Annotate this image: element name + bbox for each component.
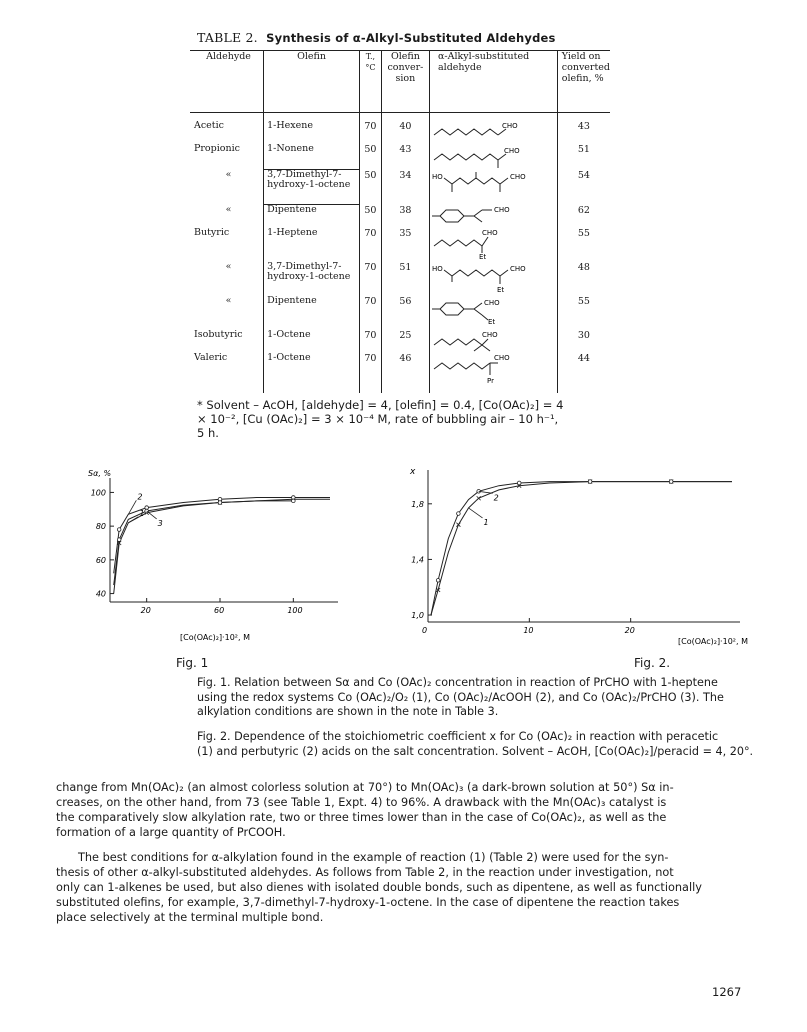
et-label: Et bbox=[497, 286, 505, 294]
cell-aldehyde: Valeric bbox=[194, 352, 228, 363]
et-label: Et bbox=[488, 318, 496, 326]
data-point bbox=[517, 481, 521, 485]
x-tick-label: 10 bbox=[523, 626, 534, 635]
series-label: 1 bbox=[483, 517, 489, 527]
cho-label: CHO bbox=[510, 172, 526, 181]
cell-temperature: 70 bbox=[360, 121, 382, 144]
y-tick-label: 1,0 bbox=[411, 611, 424, 621]
cell-olefin: 1-Hexene bbox=[264, 121, 360, 144]
fig2-caption: Fig. 2. Dependence of the stoichiometric coefficient x for Co (OAc)₂ in reaction with peracetic (1) and perbutyric (2) acids on the salt concentration. Solvent – AcOH, [Co(OAc)₂]/peracid = 4, 20°. bbox=[197, 730, 754, 758]
cell-olefin: 1-Heptene bbox=[264, 228, 360, 262]
cell-aldehyde: Isobutyric bbox=[194, 329, 243, 340]
paragraph-1: change from Mn(OAc)₂ (an almost colorless solution at 70°) to Mn(OAc)₃ (a dark-brown solution at 50°) Sα in- creases, on the other hand, from 73 (see Table 1, Expt. 4) to 96%. A drawback with the Mn(OAc)₃ catalyst is the comparatively slow alkylation rate, two or three times lower than in the case of Co(OAc)₂, as well as the formation of a large quantity of PrCOOH. bbox=[56, 781, 674, 839]
cell-temperature: 70 bbox=[360, 228, 382, 262]
cho-label: CHO bbox=[510, 265, 526, 273]
cell-product-structure bbox=[430, 330, 558, 353]
ho-label: HO bbox=[432, 265, 443, 273]
cell-olefin: 1-Octene bbox=[264, 330, 360, 353]
cell-conversion: 34 bbox=[381, 170, 429, 205]
fig1-label: Fig. 1 bbox=[176, 656, 209, 670]
cell-product-structure bbox=[430, 353, 558, 387]
cell-olefin: Dipentene bbox=[264, 296, 360, 330]
cho-label: CHO bbox=[484, 299, 500, 307]
x-tick-label: 20 bbox=[140, 606, 151, 615]
cell-temperature: 70 bbox=[360, 262, 382, 296]
table-row bbox=[190, 205, 610, 229]
series-line-3 bbox=[114, 501, 294, 585]
cell-temperature: 70 bbox=[360, 353, 382, 387]
header-olefin: Olefin bbox=[264, 51, 360, 113]
series-label-leader bbox=[479, 491, 493, 493]
pr-label: Pr bbox=[487, 377, 494, 385]
cho-label: CHO bbox=[494, 354, 510, 362]
cho-label: CHO bbox=[494, 205, 510, 214]
y-tick-label: 60 bbox=[95, 555, 106, 565]
cho-label: CHO bbox=[502, 121, 518, 130]
cell-aldehyde: « bbox=[225, 261, 232, 272]
y-tick-label: 100 bbox=[90, 488, 106, 498]
cell-conversion: 38 bbox=[381, 205, 429, 229]
figure-1-chart bbox=[80, 462, 380, 648]
cell-aldehyde: Acetic bbox=[194, 119, 224, 131]
cell-olefin: 1-Octene bbox=[264, 353, 360, 387]
cell-conversion: 40 bbox=[381, 121, 429, 144]
cell-temperature: 50 bbox=[360, 170, 382, 205]
cell-aldehyde: « bbox=[225, 168, 232, 180]
data-point bbox=[477, 496, 481, 500]
cell-conversion: 51 bbox=[381, 262, 429, 296]
header-product: α-Alkyl-substituted aldehyde bbox=[430, 51, 558, 113]
cell-yield: 54 bbox=[557, 170, 610, 205]
header-temperature: T., °C bbox=[360, 51, 382, 113]
data-point bbox=[117, 528, 121, 532]
cell-temperature: 70 bbox=[360, 330, 382, 353]
paragraph-2: The best conditions for α-alkylation found in the example of reaction (1) (Table 2) were used for the syn- thesis of other α-alkyl-substituted aldehydes. As follows from Table 2, in the reaction under investigation, not only can 1-alkenes be used, but also dienes with isolated double bonds, such as dipentene, as well as functionally substituted olefins, for example, 3,7-dimethyl-7-hydroxy-1-octene. In the case of dipentene the reaction takes place selectively at the terminal multiple bond. bbox=[56, 851, 702, 924]
ho-label: HO bbox=[432, 172, 443, 181]
cell-temperature: 50 bbox=[360, 205, 382, 229]
fig2-ylabel: x bbox=[410, 467, 416, 477]
cell-product-structure bbox=[430, 121, 558, 144]
cell-yield: 44 bbox=[557, 353, 610, 387]
x-tick-label: 0 bbox=[422, 626, 428, 635]
data-point bbox=[457, 512, 461, 516]
table-row bbox=[190, 330, 610, 353]
cell-aldehyde: Propionic bbox=[194, 142, 240, 154]
table-row bbox=[190, 228, 610, 262]
page-number: 1267 bbox=[712, 985, 742, 999]
structure-dipentene-aldehyde bbox=[430, 205, 548, 227]
cho-label: CHO bbox=[482, 331, 498, 339]
table-row bbox=[190, 353, 610, 387]
structure-hydroxy-ethyl-aldehyde bbox=[430, 262, 548, 294]
figure-2-chart bbox=[392, 458, 752, 658]
cell-temperature: 70 bbox=[360, 296, 382, 330]
x-tick-label: 100 bbox=[287, 606, 303, 615]
cho-label: CHO bbox=[482, 229, 498, 237]
data-point bbox=[436, 578, 440, 582]
y-tick-label: 1,8 bbox=[411, 499, 424, 509]
synthesis-table bbox=[190, 50, 610, 393]
cell-yield: 48 bbox=[557, 262, 610, 296]
structure-hydroxy-aldehyde bbox=[430, 170, 548, 196]
cell-conversion: 43 bbox=[381, 144, 429, 170]
cell-aldehyde: « bbox=[225, 203, 232, 215]
structure-dipentene-ethyl-aldehyde bbox=[430, 296, 548, 328]
table-row bbox=[190, 262, 610, 296]
series-label-leader bbox=[469, 508, 483, 518]
cell-product-structure bbox=[430, 296, 558, 330]
cell-yield: 30 bbox=[557, 330, 610, 353]
cell-olefin: 3,7-Dimethyl-7-hydroxy-1-octene bbox=[264, 170, 360, 205]
structure-2-butylhexanal bbox=[430, 121, 548, 143]
cell-product-structure bbox=[430, 144, 558, 170]
data-point bbox=[292, 499, 296, 503]
y-tick-label: 40 bbox=[95, 589, 106, 599]
cell-conversion: 46 bbox=[381, 353, 429, 387]
series-line-2 bbox=[431, 482, 732, 615]
cell-aldehyde: Butyric bbox=[194, 227, 230, 238]
structure-2-ethylnonanal bbox=[430, 228, 548, 260]
cell-yield: 62 bbox=[557, 205, 610, 229]
data-point bbox=[669, 480, 673, 484]
structure-2-methylundecanal bbox=[430, 144, 548, 170]
cell-product-structure bbox=[430, 228, 558, 262]
structure-2-propyldecanal bbox=[430, 353, 548, 385]
fig2-xlabel: [Co(OAc)₂]·10², M bbox=[678, 637, 748, 646]
cell-product-structure bbox=[430, 205, 558, 229]
cell-temperature: 50 bbox=[360, 144, 382, 170]
data-point bbox=[218, 501, 222, 505]
et-label: Et bbox=[479, 253, 487, 260]
cell-product-structure bbox=[430, 170, 558, 205]
table-row bbox=[190, 121, 610, 144]
fig1-caption: Fig. 1. Relation between Sα and Co (OAc)₂ concentration in reaction of PrCHO with 1-heptene using the redox systems Co (OAc)₂/O₂ (1), Co (OAc)₂/AcOOH (2), and Co (OAc)₂/PrCHO (3). The alkylation conditions are shown in the note in Table 3. bbox=[197, 676, 724, 718]
x-tick-label: 20 bbox=[624, 626, 635, 635]
fig1-xlabel: [Co(OAc)₂]·10², M bbox=[180, 633, 250, 642]
cell-yield: 43 bbox=[557, 121, 610, 144]
series-label: 3 bbox=[157, 518, 163, 528]
cell-conversion: 56 bbox=[381, 296, 429, 330]
series-label: 2 bbox=[137, 492, 143, 502]
cell-product-structure bbox=[430, 262, 558, 296]
structure-dimethyl-decanal bbox=[430, 330, 548, 352]
table-footnote: * Solvent – AcOH, [aldehyde] = 4, [olefin] = 0.4, [Co(OAc)₂] = 4 × 10⁻², [Cu (OAc)₂] = 3 × 10⁻⁴ M, rate of bubbling air – 10 h⁻¹, 5 h. bbox=[197, 398, 564, 440]
y-tick-label: 1,4 bbox=[411, 555, 424, 565]
series-line-1 bbox=[431, 482, 732, 615]
fig1-axes bbox=[91, 478, 338, 615]
cell-yield: 51 bbox=[557, 144, 610, 170]
fig1-marks bbox=[114, 492, 330, 593]
table-title: TABLE 2. Synthesis of α-Alkyl-Substituted Aldehydes bbox=[197, 30, 556, 45]
header-aldehyde: Aldehyde bbox=[190, 51, 264, 113]
table-header-row bbox=[190, 51, 610, 113]
header-conversion: Olefin conver-sion bbox=[381, 51, 429, 113]
x-tick-label: 60 bbox=[214, 606, 225, 615]
data-point bbox=[117, 538, 121, 542]
cell-aldehyde: « bbox=[225, 295, 232, 306]
fig2-axes bbox=[411, 470, 740, 635]
cell-olefin: Dipentene bbox=[264, 205, 360, 229]
table-row bbox=[190, 144, 610, 170]
cell-olefin: 1-Nonene bbox=[264, 144, 360, 170]
table-row bbox=[190, 296, 610, 330]
fig1-ylabel: Sα, % bbox=[88, 469, 112, 478]
series-label: 1 bbox=[139, 508, 145, 518]
cell-conversion: 35 bbox=[381, 228, 429, 262]
cho-label: CHO bbox=[504, 146, 520, 155]
header-yield: Yield on converted olefin, % bbox=[557, 51, 610, 113]
cell-yield: 55 bbox=[557, 296, 610, 330]
series-label-leader bbox=[128, 517, 138, 523]
fig2-marks bbox=[431, 480, 732, 615]
y-tick-label: 80 bbox=[95, 522, 106, 532]
series-label: 2 bbox=[493, 493, 499, 503]
cell-yield: 55 bbox=[557, 228, 610, 262]
fig2-label: Fig. 2. bbox=[634, 656, 671, 670]
cell-conversion: 25 bbox=[381, 330, 429, 353]
cell-olefin: 3,7-Dimethyl-7-hydroxy-1-octene bbox=[264, 262, 360, 296]
table-row bbox=[190, 170, 610, 205]
data-point bbox=[588, 480, 592, 484]
